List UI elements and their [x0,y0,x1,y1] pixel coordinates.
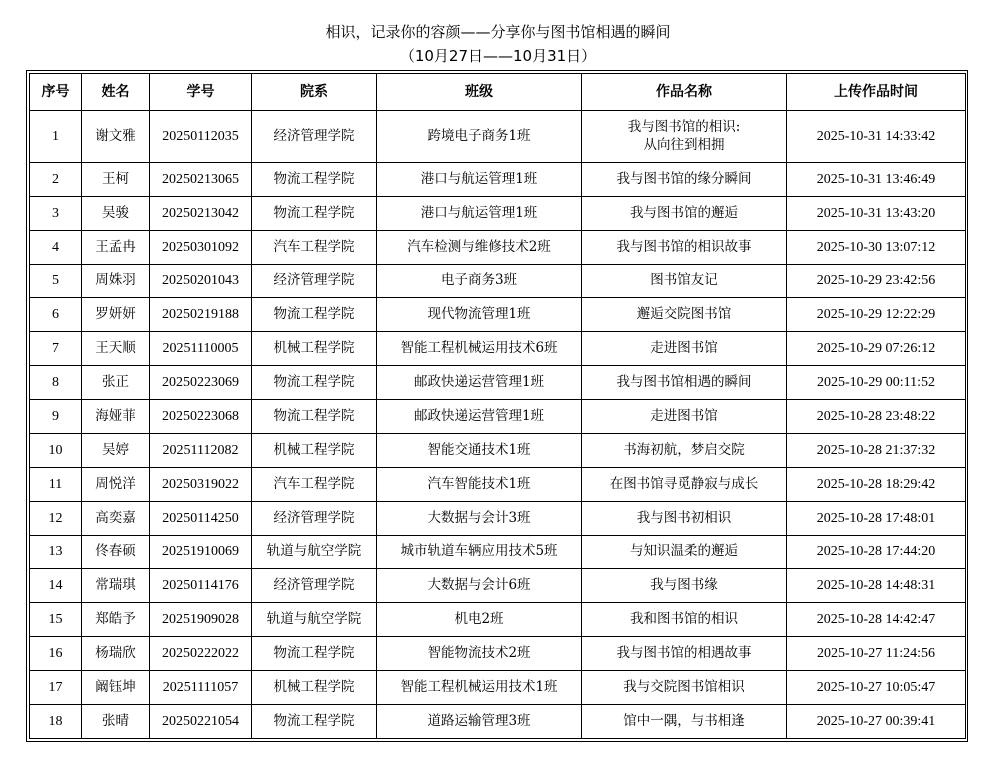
cell-name: 吴婷 [82,433,150,467]
cell-upload-time: 2025-10-27 11:24:56 [787,637,966,671]
header-upload-time: 上传作品时间 [787,74,966,111]
cell-student-id: 20250223069 [150,366,252,400]
cell-name: 王柯 [82,162,150,196]
table-row [30,162,966,196]
submissions-table [29,73,966,739]
cell-work-title: 我与图书馆的相识故事 [582,230,787,264]
cell-no: 4 [30,230,82,264]
cell-upload-time: 2025-10-31 14:33:42 [787,111,966,163]
cell-no: 1 [30,111,82,163]
cell-work-title: 我和图书馆的相识 [582,603,787,637]
cell-department: 物流工程学院 [252,196,377,230]
cell-class: 港口与航运管理1班 [377,196,582,230]
header-work-title: 作品名称 [582,74,787,111]
cell-no: 5 [30,264,82,298]
cell-student-id: 20250301092 [150,230,252,264]
cell-class: 机电2班 [377,603,582,637]
cell-student-id: 20250114176 [150,569,252,603]
cell-student-id: 20251112082 [150,433,252,467]
cell-student-id: 20250201043 [150,264,252,298]
cell-student-id: 20250112035 [150,111,252,163]
table-row [30,196,966,230]
cell-no: 3 [30,196,82,230]
table-frame [26,70,968,742]
cell-department: 物流工程学院 [252,400,377,434]
cell-student-id: 20250219188 [150,298,252,332]
cell-class: 智能物流技术2班 [377,637,582,671]
header-name: 姓名 [82,74,150,111]
cell-no: 9 [30,400,82,434]
cell-no: 15 [30,603,82,637]
cell-class: 智能交通技术1班 [377,433,582,467]
cell-upload-time: 2025-10-28 23:48:22 [787,400,966,434]
cell-name: 佟春硕 [82,535,150,569]
cell-work-title [582,111,787,163]
cell-no: 13 [30,535,82,569]
table-row [30,467,966,501]
cell-department: 物流工程学院 [252,162,377,196]
table-row [30,637,966,671]
cell-student-id: 20250213065 [150,162,252,196]
cell-upload-time: 2025-10-30 13:07:12 [787,230,966,264]
cell-upload-time: 2025-10-28 17:48:01 [787,501,966,535]
cell-name: 阚钰坤 [82,671,150,705]
cell-department: 轨道与航空学院 [252,535,377,569]
cell-name: 张正 [82,366,150,400]
cell-student-id: 20250319022 [150,467,252,501]
cell-department: 经济管理学院 [252,264,377,298]
cell-name: 吴骏 [82,196,150,230]
cell-no: 11 [30,467,82,501]
cell-work-title: 我与图书馆的邂逅 [582,196,787,230]
cell-no: 18 [30,704,82,738]
table-row [30,569,966,603]
cell-name: 常瑞琪 [82,569,150,603]
cell-no: 2 [30,162,82,196]
cell-name: 谢文雅 [82,111,150,163]
cell-name: 海娅菲 [82,400,150,434]
table-row [30,111,966,163]
table-row [30,264,966,298]
cell-upload-time: 2025-10-27 10:05:47 [787,671,966,705]
cell-upload-time: 2025-10-27 00:39:41 [787,704,966,738]
cell-upload-time: 2025-10-28 21:37:32 [787,433,966,467]
cell-student-id: 20250213042 [150,196,252,230]
table-row [30,671,966,705]
cell-work-title: 我与图书缘 [582,569,787,603]
cell-class: 城市轨道车辆应用技术5班 [377,535,582,569]
cell-upload-time: 2025-10-28 18:29:42 [787,467,966,501]
work-title-line1: 我与图书馆的相识: [627,119,741,136]
cell-no: 7 [30,332,82,366]
cell-student-id: 20251110005 [150,332,252,366]
header-student-id: 学号 [150,74,252,111]
table-row [30,400,966,434]
table-row [30,704,966,738]
table-row [30,230,966,264]
cell-work-title: 在图书馆寻觅静寂与成长 [582,467,787,501]
cell-upload-time: 2025-10-29 12:22:29 [787,298,966,332]
cell-name: 周姝羽 [82,264,150,298]
cell-name: 郑皓予 [82,603,150,637]
cell-department: 经济管理学院 [252,569,377,603]
cell-no: 17 [30,671,82,705]
cell-student-id: 20250222022 [150,637,252,671]
cell-department: 物流工程学院 [252,637,377,671]
cell-name: 杨瑞欣 [82,637,150,671]
cell-upload-time: 2025-10-28 17:44:20 [787,535,966,569]
cell-student-id: 20250114250 [150,501,252,535]
cell-name: 周悦洋 [82,467,150,501]
cell-upload-time: 2025-10-31 13:46:49 [787,162,966,196]
cell-no: 8 [30,366,82,400]
cell-student-id: 20251111057 [150,671,252,705]
cell-department: 汽车工程学院 [252,230,377,264]
cell-name: 高奕嘉 [82,501,150,535]
cell-work-title: 走进图书馆 [582,332,787,366]
header-department: 院系 [252,74,377,111]
cell-department: 经济管理学院 [252,111,377,163]
cell-student-id: 20250221054 [150,704,252,738]
cell-student-id: 20251910069 [150,535,252,569]
table-row [30,501,966,535]
cell-department: 物流工程学院 [252,298,377,332]
table-header-row [30,74,966,111]
work-title-line2: 从向往到相拥 [643,137,725,154]
cell-work-title: 图书馆友记 [582,264,787,298]
cell-department: 汽车工程学院 [252,467,377,501]
cell-class: 汽车检测与维修技术2班 [377,230,582,264]
cell-upload-time: 2025-10-28 14:42:47 [787,603,966,637]
cell-work-title: 走进图书馆 [582,400,787,434]
table-row [30,535,966,569]
cell-class: 跨境电子商务1班 [377,111,582,163]
cell-work-title: 我与交院图书馆相识 [582,671,787,705]
cell-class: 大数据与会计3班 [377,501,582,535]
table-row [30,603,966,637]
cell-class: 大数据与会计6班 [377,569,582,603]
cell-upload-time: 2025-10-31 13:43:20 [787,196,966,230]
cell-class: 现代物流管理1班 [377,298,582,332]
cell-work-title: 书海初航，梦启交院 [582,433,787,467]
cell-class: 邮政快递运营管理1班 [377,366,582,400]
cell-student-id: 20250223068 [150,400,252,434]
cell-no: 12 [30,501,82,535]
cell-upload-time: 2025-10-29 00:11:52 [787,366,966,400]
cell-upload-time: 2025-10-28 14:48:31 [787,569,966,603]
cell-student-id: 20251909028 [150,603,252,637]
cell-work-title: 我与图书初相识 [582,501,787,535]
cell-work-title: 与知识温柔的邂逅 [582,535,787,569]
cell-name: 张晴 [82,704,150,738]
cell-department: 经济管理学院 [252,501,377,535]
cell-name: 王孟冉 [82,230,150,264]
cell-department: 机械工程学院 [252,332,377,366]
header-class: 班级 [377,74,582,111]
cell-no: 10 [30,433,82,467]
cell-department: 机械工程学院 [252,671,377,705]
table-row [30,332,966,366]
cell-class: 电子商务3班 [377,264,582,298]
cell-work-title: 馆中一隅，与书相逢 [582,704,787,738]
cell-upload-time: 2025-10-29 23:42:56 [787,264,966,298]
cell-class: 智能工程机械运用技术6班 [377,332,582,366]
cell-name: 王天顺 [82,332,150,366]
cell-class: 智能工程机械运用技术1班 [377,671,582,705]
table-row [30,433,966,467]
cell-no: 14 [30,569,82,603]
cell-work-title: 我与图书馆相遇的瞬间 [582,366,787,400]
page-title: 相识，记录你的容颜——分享你与图书馆相遇的瞬间 [325,23,671,41]
cell-department: 机械工程学院 [252,433,377,467]
cell-upload-time: 2025-10-29 07:26:12 [787,332,966,366]
cell-class: 港口与航运管理1班 [377,162,582,196]
cell-work-title: 我与图书馆的缘分瞬间 [582,162,787,196]
cell-work-title: 邂逅交院图书馆 [582,298,787,332]
cell-no: 16 [30,637,82,671]
cell-department: 轨道与航空学院 [252,603,377,637]
cell-class: 汽车智能技术1班 [377,467,582,501]
cell-department: 物流工程学院 [252,366,377,400]
header-no: 序号 [30,74,82,111]
cell-no: 6 [30,298,82,332]
cell-department: 物流工程学院 [252,704,377,738]
cell-work-title: 我与图书馆的相遇故事 [582,637,787,671]
page-subtitle-date-range: （10月27日——10月31日） [399,47,597,65]
cell-class: 邮政快递运营管理1班 [377,400,582,434]
table-row [30,366,966,400]
table-row [30,298,966,332]
cell-class: 道路运输管理3班 [377,704,582,738]
cell-name: 罗妍妍 [82,298,150,332]
